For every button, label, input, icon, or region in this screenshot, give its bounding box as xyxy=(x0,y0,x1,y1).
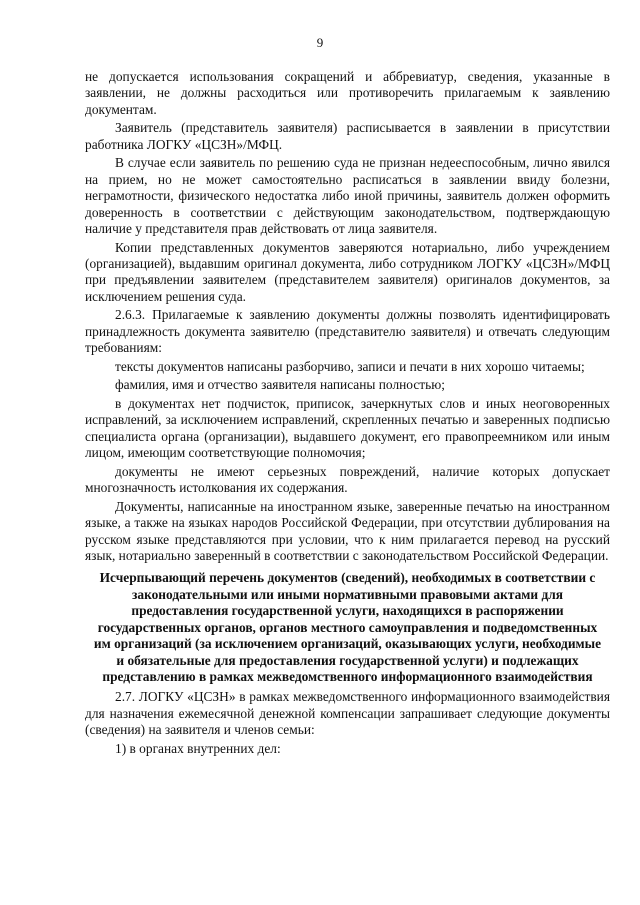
document-body xyxy=(85,69,610,759)
paragraph: документы не имеют серьезных повреждений, наличие которых допускает многозначность истолкования их содержания. xyxy=(85,463,610,496)
page-number: 9 xyxy=(316,35,324,50)
paragraph: в документах нет подчисток, приписок, зачеркнутых слов и иных неоговоренных исправлений, за исключением исправлений, скрепленных печатью и заверенных подписью специалиста органа (организации), выдавшего документ, его правопреемником или иным лицом, имеющим соответствующие полномочия; xyxy=(85,396,610,461)
paragraph: В случае если заявитель по решению суда не признан недееспособным, лично явился на прием, но не может самостоятельно расписаться в заявлении ввиду болезни, неграмотности, физического недостатка либо иной причины, заявитель должен оформить доверенность в соответствии с действующим законодательством, подтверждающую наличие у представителя прав действовать от лица заявителя. xyxy=(85,155,610,237)
paragraph: фамилия, имя и отчество заявителя написаны полностью; xyxy=(115,377,445,393)
paragraph: 2.7. ЛОГКУ «ЦСЗН» в рамках межведомственного информационного взаимодействия для назначения ежемесячной денежной компенсации запрашивает следующие документы (сведения) на заявителя и членов семьи: xyxy=(85,689,610,738)
paragraph: 2.6.3. Прилагаемые к заявлению документы должны позволять идентифицировать принадлежность документа заявителю (представителю заявителя) и отвечать следующим требованиям: xyxy=(85,307,610,356)
paragraph: не допускается использования сокращений и аббревиатур, сведения, указанные в заявлении, не должны расходиться или противоречить прилагаемым к заявлению документам. xyxy=(85,69,610,117)
paragraph: тексты документов написаны разборчиво, записи и печати в них хорошо читаемы; xyxy=(115,358,585,374)
section-heading: Исчерпывающий перечень документов (сведений), необходимых в соответствии с законодательными или иными нормативными правовыми актами для предоставления государственной услуги, находящихся в распоряжении государственных органов, органов местного самоуправления и подведомственных им организаций (за исключением организаций, оказывающих услуги, необходимые и обязательные для предоставления государственной услуги) и подлежащих представлению в рамках межведомственного информационного взаимодействия xyxy=(93,570,602,684)
paragraph: Документы, написанные на иностранном языке, заверенные печатью на иностранном языке, а также на языках народов Российской Федерации, при отсутствии дублирования на русском языке представляются при условии, что к ним прилагается перевод на русский язык, нотариально заверенный в соответствии с законодательством Российской Федерации. xyxy=(85,498,610,564)
paragraph: Заявитель (представитель заявителя) расписывается в заявлении в присутствии работника ЛОГКУ «ЦСЗН»/МФЦ. xyxy=(85,120,610,152)
paragraph: 1) в органах внутренних дел: xyxy=(115,740,281,756)
paragraph: Копии представленных документов заверяются нотариально, либо учреждением (организацией), выдавшим оригинал документа, либо сотрудником ЛОГКУ «ЦСЗН»/МФЦ при предъявлении заявителем (представителем заявителя) оригиналов документов, за исключением решения суда. xyxy=(85,239,610,304)
